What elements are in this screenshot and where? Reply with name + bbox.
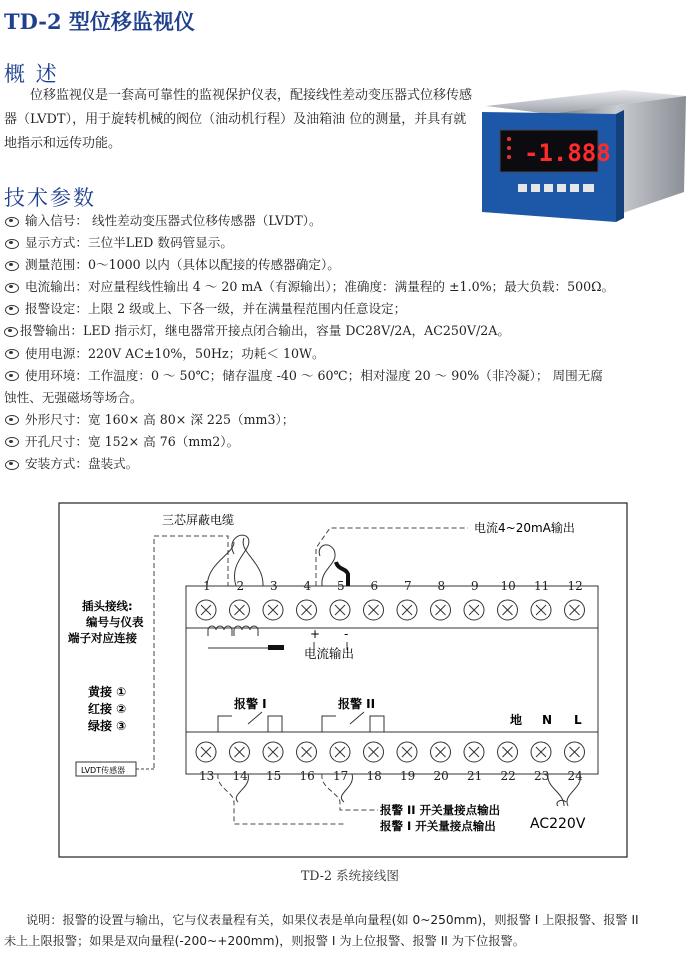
bullet-icon (5, 371, 19, 381)
note (4, 910, 696, 952)
bullet-icon (5, 460, 19, 470)
terminal-number: 4 (303, 579, 312, 593)
device-button (531, 184, 540, 192)
terminal-number: 2 (236, 579, 245, 593)
terminal-number: 16 (299, 769, 315, 783)
device-button (544, 184, 553, 192)
terminal-number: 21 (467, 769, 483, 783)
led-indicator (507, 146, 511, 150)
terminal-number: 1 (203, 579, 211, 593)
terminal-number: 8 (437, 579, 446, 593)
plug-label-2: 编号与仪表 (86, 615, 144, 629)
bullet-icon (4, 327, 18, 337)
spec-item: 使用电源：220V AC±10%，50Hz；功耗＜ 10W。 (4, 343, 694, 365)
green-wire-label: 绿接 ③ (88, 719, 127, 733)
live-label: L (574, 713, 582, 727)
plus-sign: + (310, 627, 321, 641)
spec-item: 测量范围：0～1000 以内（具体以配接的传感器确定）。 (4, 254, 694, 276)
terminal-number: 7 (404, 579, 412, 593)
red-wire-label: 红接 ② (88, 702, 127, 716)
led-indicator (507, 137, 511, 141)
plug-label-3: 端子对应连接 (68, 631, 137, 645)
spec-item: 报警输出：LED 指示灯，继电器常开接点闭合输出，容量 DC28V/2A，AC250V/2A。 (4, 320, 694, 342)
terminal-number: 24 (567, 769, 583, 783)
spec-item: 使用环境：工作温度：0 ～ 50℃；储存温度 -40 ～ 60℃；相对湿度 20 ～ 90%（非冷凝）； 周围无腐 (4, 365, 694, 387)
terminal-number: 5 (337, 579, 345, 593)
current-output-top-label: 电流4~20mA输出 (474, 521, 575, 535)
minus-sign: - (344, 627, 349, 641)
terminal-number: 19 (400, 769, 416, 783)
overview-body: 位移监视仪是一套高可靠性的监视保护仪表，配接线性差动变压器式位移传感器（LVDT），用于旋转机械的阀位（油动机行程）及油箱油 位的测量，并具有就地指示和远传功能。 (4, 88, 473, 151)
terminal-number: 17 (333, 769, 349, 783)
spec-item: 开孔尺寸：宽 152× 高 76（mm2）。 (4, 431, 694, 453)
cable-label: 三芯屏蔽电缆 (162, 513, 235, 527)
plug-label-1: 插头接线: (82, 599, 133, 613)
note-line-1: 说明：报警的设置与输出，它与仪表量程有关，如果仪表是单向量程(如 0~250mm)，则报警 I 上限报警、报警 II (26, 913, 639, 927)
yellow-wire-label: 黄接 ① (88, 685, 127, 699)
terminal-number: 11 (534, 579, 550, 593)
terminal-number: 18 (366, 769, 382, 783)
spec-item: 电流输出：对应量程线性输出 4 ～ 20 mA（有源输出）；准确度：满量程的 ±1.0%；最大负载：500Ω。 (4, 276, 694, 298)
spec-item: 安装方式：盘装式。 (4, 453, 694, 475)
spec-item: 外形尺寸：宽 160× 高 80× 深 225（mm3）； (4, 409, 694, 431)
device-button (557, 184, 566, 192)
led-display-value: -1.888 (524, 139, 611, 167)
terminal-number: 13 (199, 769, 215, 783)
terminal-number: 9 (471, 579, 479, 593)
bullet-icon (5, 283, 19, 293)
terminal-number: 14 (232, 769, 248, 783)
bullet-icon (5, 437, 19, 447)
spec-item-continued: 蚀性、无强磁场等场合。 (4, 389, 143, 405)
terminal-number: 23 (534, 769, 550, 783)
bullet-icon (5, 261, 19, 271)
overview-text (4, 84, 474, 156)
current-output-label: 电流输出 (304, 646, 355, 661)
bullet-icon (5, 349, 19, 359)
ground-label: 地 (510, 713, 523, 727)
neutral-label: N (542, 713, 553, 727)
terminal-number: 22 (500, 769, 516, 783)
terminal-number: 6 (370, 579, 379, 593)
specs-heading: 技术参数 (4, 186, 96, 210)
device-image (474, 84, 690, 230)
spec-item: 报警设定：上限 2 级或上、下各一级，并在满量程范围内任意设定； (4, 298, 694, 320)
specs-list (4, 210, 694, 475)
alarm1-label: 报警 I (234, 697, 267, 711)
spec-item: 显示方式：三位半LED 数码管显示。 (4, 232, 694, 254)
bullet-icon (5, 305, 19, 315)
bullet-icon (5, 415, 19, 425)
wiring-diagram (58, 502, 628, 858)
alarm2-label: 报警 II (338, 697, 376, 711)
note-line-2: 未上上限报警；如果是双向量程(-200~+200mm)，则报警 I 为上位报警、报警 II 为下位报警。 (4, 934, 525, 948)
bullet-icon (5, 217, 19, 227)
spec-item: 输入信号： 线性差动变压器式位移传感器（LVDT）。 (4, 210, 694, 232)
alarm1-output-label: 报警 I 开关量接点输出 (380, 819, 496, 833)
overview-heading: 概 述 (4, 62, 59, 86)
device-button (583, 184, 594, 192)
page-title: TD-2 型位移监视仪 (4, 9, 195, 34)
terminal-number: 20 (433, 769, 449, 783)
terminal-number: 15 (266, 769, 282, 783)
device-button (570, 184, 579, 192)
alarm2-output-label: 报警 II 开关量接点输出 (380, 803, 501, 817)
terminal-number: 3 (270, 579, 278, 593)
diagram-caption: TD-2 系统接线图 (301, 868, 399, 883)
device-button (518, 184, 527, 192)
bullet-icon (5, 239, 19, 249)
power-label: AC220V (530, 816, 586, 832)
lvdt-sensor-label: LVDT传感器 (81, 766, 126, 775)
terminal-number: 10 (500, 579, 516, 593)
terminal-number: 12 (567, 579, 583, 593)
led-indicator (507, 155, 511, 159)
